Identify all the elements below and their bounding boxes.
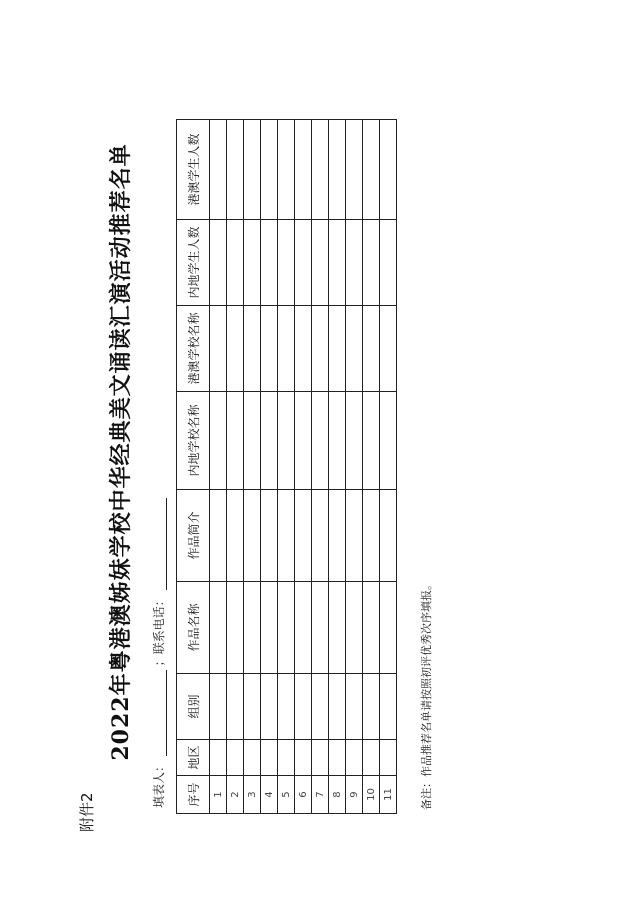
empty-cell <box>329 120 346 220</box>
row-number-cell: 1 <box>210 776 227 814</box>
empty-cell <box>363 582 380 674</box>
header-cell: 组别 <box>177 674 210 740</box>
empty-cell <box>295 220 312 306</box>
table-header-row <box>177 120 210 814</box>
empty-cell <box>278 220 295 306</box>
header-cell: 序号 <box>177 776 210 814</box>
empty-cell <box>380 306 397 392</box>
table-row <box>329 120 346 814</box>
empty-cell <box>210 220 227 306</box>
empty-cell <box>227 740 244 776</box>
empty-cell <box>346 740 363 776</box>
empty-cell <box>210 392 227 490</box>
empty-cell <box>346 674 363 740</box>
empty-cell <box>295 120 312 220</box>
empty-cell <box>295 582 312 674</box>
empty-cell <box>346 582 363 674</box>
empty-cell <box>312 220 329 306</box>
empty-cell <box>312 740 329 776</box>
row-number-cell: 2 <box>227 776 244 814</box>
header-cell: 作品简介 <box>177 490 210 582</box>
row-number-cell: 5 <box>278 776 295 814</box>
empty-cell <box>210 740 227 776</box>
row-number-cell: 9 <box>346 776 363 814</box>
table-row <box>244 120 261 814</box>
empty-cell <box>227 582 244 674</box>
empty-cell <box>295 674 312 740</box>
empty-cell <box>380 582 397 674</box>
empty-cell <box>261 582 278 674</box>
empty-cell <box>312 306 329 392</box>
empty-cell <box>363 392 380 490</box>
empty-cell <box>278 740 295 776</box>
empty-cell <box>312 490 329 582</box>
header-cell: 地区 <box>177 740 210 776</box>
empty-cell <box>346 220 363 306</box>
empty-cell <box>363 674 380 740</box>
empty-cell <box>227 392 244 490</box>
annex-label: 附件2 <box>78 792 96 832</box>
empty-cell <box>329 490 346 582</box>
empty-cell <box>278 392 295 490</box>
row-number-cell: 3 <box>244 776 261 814</box>
empty-cell <box>210 120 227 220</box>
empty-cell <box>244 220 261 306</box>
empty-cell <box>363 220 380 306</box>
table-row <box>346 120 363 814</box>
empty-cell <box>244 120 261 220</box>
row-number-cell: 11 <box>380 776 397 814</box>
empty-cell <box>261 220 278 306</box>
empty-cell <box>329 306 346 392</box>
table-row <box>363 120 380 814</box>
table-row <box>380 120 397 814</box>
header-cell: 港澳学校名称 <box>177 306 210 392</box>
empty-cell <box>244 306 261 392</box>
empty-cell <box>312 392 329 490</box>
empty-cell <box>295 306 312 392</box>
table-row <box>210 120 227 814</box>
document-title: 2022年粤港澳姊妹学校中华经典美文诵读汇演活动推荐名单 <box>108 143 134 761</box>
empty-cell <box>295 490 312 582</box>
empty-cell <box>227 674 244 740</box>
empty-cell <box>329 674 346 740</box>
table-row <box>261 120 278 814</box>
phone-blank <box>154 498 167 590</box>
empty-cell <box>210 490 227 582</box>
empty-cell <box>380 392 397 490</box>
empty-cell <box>278 582 295 674</box>
header-cell: 作品名称 <box>177 582 210 674</box>
empty-cell <box>261 674 278 740</box>
table-row <box>312 120 329 814</box>
empty-cell <box>261 306 278 392</box>
empty-cell <box>312 582 329 674</box>
empty-cell <box>278 674 295 740</box>
empty-cell <box>363 740 380 776</box>
footnote: 备注：作品推荐名单请按照初评优秀次序填报。 <box>420 579 433 810</box>
empty-cell <box>380 740 397 776</box>
filler-info-line <box>150 498 167 808</box>
empty-cell <box>210 306 227 392</box>
empty-cell <box>278 120 295 220</box>
empty-cell <box>210 582 227 674</box>
empty-cell <box>380 674 397 740</box>
empty-cell <box>380 120 397 220</box>
table-body <box>210 120 397 814</box>
empty-cell <box>312 674 329 740</box>
empty-cell <box>380 490 397 582</box>
empty-cell <box>244 490 261 582</box>
header-cell: 港澳学生人数 <box>177 120 210 220</box>
table-row <box>278 120 295 814</box>
empty-cell <box>227 220 244 306</box>
empty-cell <box>329 582 346 674</box>
empty-cell <box>261 120 278 220</box>
empty-cell <box>380 220 397 306</box>
empty-cell <box>346 120 363 220</box>
header-cell: 内地学生人数 <box>177 220 210 306</box>
empty-cell <box>244 674 261 740</box>
empty-cell <box>244 392 261 490</box>
table-row <box>227 120 244 814</box>
empty-cell <box>329 220 346 306</box>
empty-cell <box>278 490 295 582</box>
empty-cell <box>295 392 312 490</box>
row-number-cell: 6 <box>295 776 312 814</box>
empty-cell <box>346 392 363 490</box>
empty-cell <box>278 306 295 392</box>
empty-cell <box>363 306 380 392</box>
empty-cell <box>227 120 244 220</box>
row-number-cell: 4 <box>261 776 278 814</box>
empty-cell <box>261 740 278 776</box>
phone-label: ；联系电话： <box>152 594 166 667</box>
empty-cell <box>210 674 227 740</box>
filler-label: 填表人： <box>152 759 166 808</box>
empty-cell <box>261 490 278 582</box>
filler-blank <box>154 670 167 756</box>
row-number-cell: 7 <box>312 776 329 814</box>
header-cell: 内地学校名称 <box>177 392 210 490</box>
empty-cell <box>227 490 244 582</box>
empty-cell <box>329 392 346 490</box>
empty-cell <box>261 392 278 490</box>
empty-cell <box>346 306 363 392</box>
empty-cell <box>329 740 346 776</box>
empty-cell <box>244 740 261 776</box>
row-number-cell: 8 <box>329 776 346 814</box>
empty-cell <box>312 120 329 220</box>
empty-cell <box>244 582 261 674</box>
empty-cell <box>363 490 380 582</box>
empty-cell <box>363 120 380 220</box>
empty-cell <box>346 490 363 582</box>
row-number-cell: 10 <box>363 776 380 814</box>
recommendation-table <box>176 119 397 814</box>
empty-cell <box>295 740 312 776</box>
empty-cell <box>227 306 244 392</box>
table-row <box>295 120 312 814</box>
